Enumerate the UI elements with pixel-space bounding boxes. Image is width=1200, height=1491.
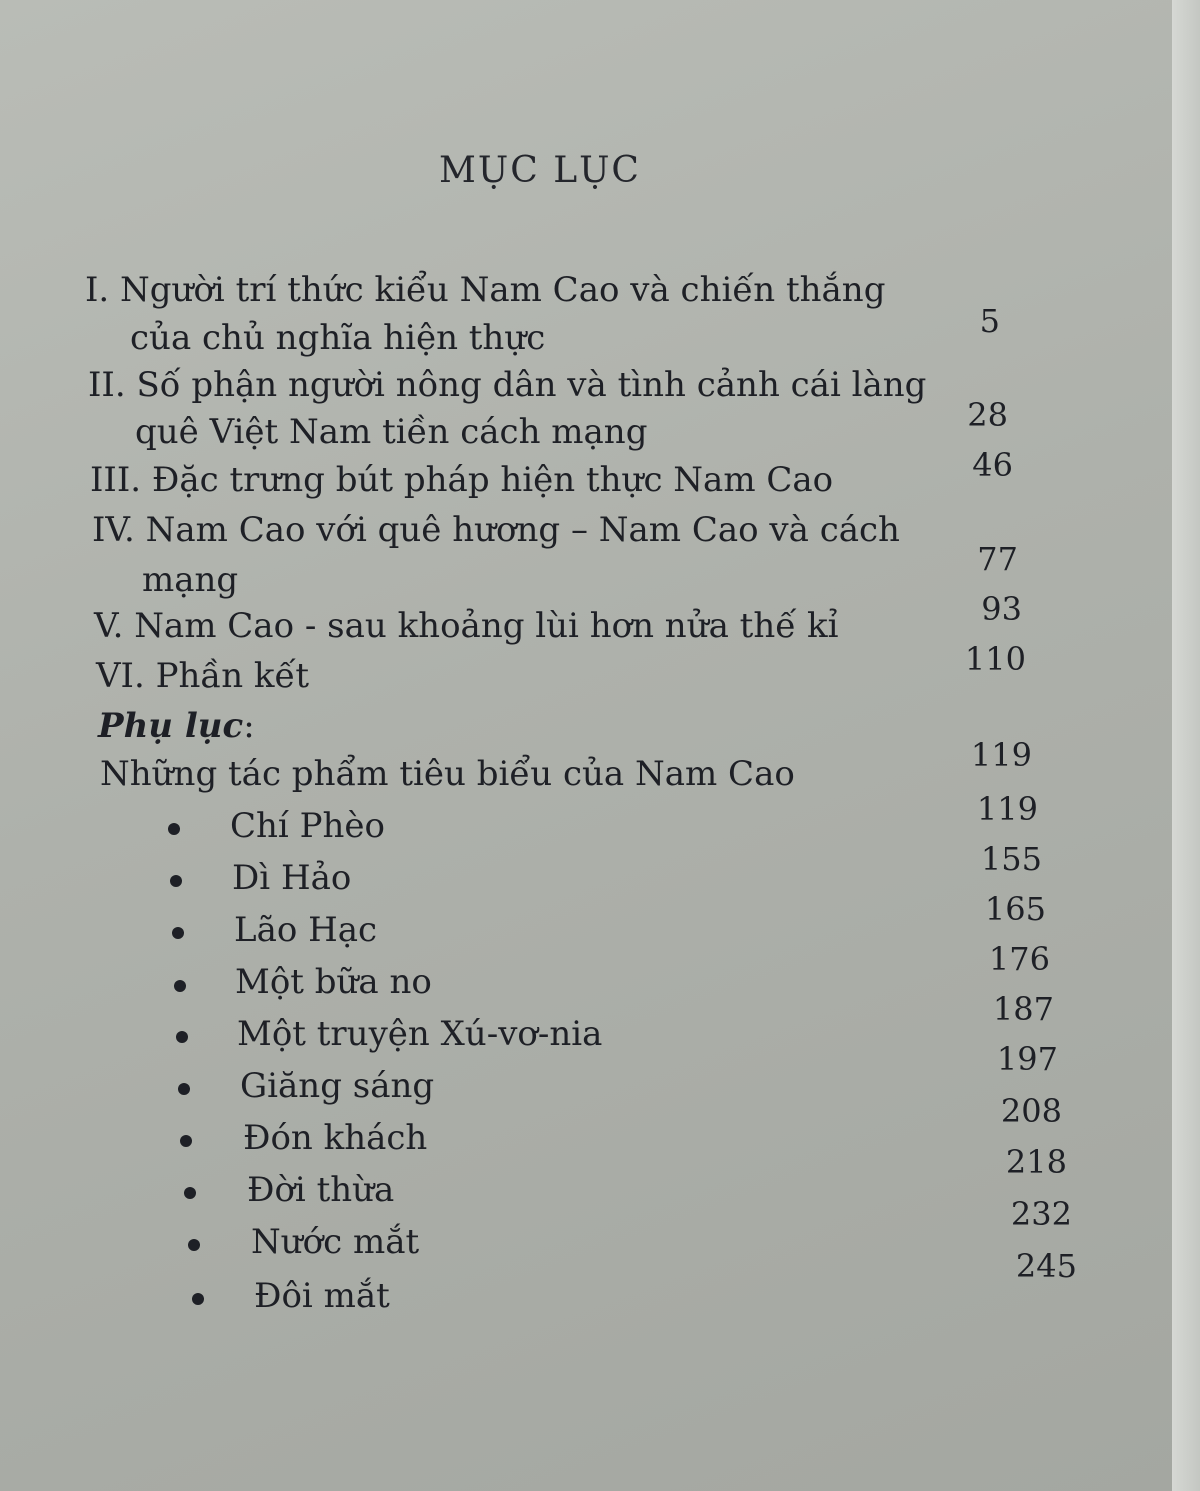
work-title: Giăng sáng	[240, 1066, 435, 1106]
appendix-heading-text: Phụ lục	[98, 706, 244, 746]
chapter-6-page: 110	[964, 640, 1026, 678]
work-title: Nước mắt	[251, 1222, 420, 1262]
work-page: 187	[992, 990, 1054, 1028]
chapter-4-line-2: mạng	[142, 560, 239, 600]
work-page: 245	[1015, 1247, 1077, 1285]
chapter-4-line-1: IV. Nam Cao với quê hương – Nam Cao và cách	[92, 510, 900, 550]
work-page: 232	[1010, 1195, 1072, 1233]
work-title: Một bữa no	[235, 962, 432, 1002]
bullet-icon	[192, 1293, 204, 1305]
works-title: Những tác phẩm tiêu biểu của Nam Cao	[100, 754, 795, 794]
chapter-4-page: 77	[977, 540, 1018, 578]
work-title: Đón khách	[243, 1118, 428, 1158]
work-page: 197	[996, 1040, 1058, 1078]
page-edge	[1172, 0, 1200, 1491]
work-page: 208	[1000, 1092, 1062, 1130]
work-title: Đời thừa	[247, 1170, 395, 1210]
appendix-colon: :	[243, 706, 255, 746]
chapter-5-page: 93	[981, 590, 1022, 628]
bullet-icon	[184, 1187, 196, 1199]
chapter-2-line-2: quê Việt Nam tiền cách mạng	[135, 412, 648, 452]
bullet-icon	[178, 1083, 190, 1095]
work-title: Lão Hạc	[234, 910, 378, 950]
work-page: 119	[976, 790, 1038, 828]
chapter-1-line-2: của chủ nghĩa hiện thực	[130, 318, 546, 358]
chapter-5-line-1: V. Nam Cao - sau khoảng lùi hơn nửa thế kỉ	[94, 606, 839, 646]
work-title: Đôi mắt	[254, 1276, 390, 1316]
bullet-icon	[188, 1239, 200, 1251]
chapter-1-page: 5	[979, 302, 1000, 340]
work-page: 165	[984, 890, 1046, 928]
works-page: 119	[970, 736, 1032, 774]
chapter-6-line-1: VI. Phần kết	[96, 656, 310, 696]
chapter-2-page: 28	[967, 396, 1008, 434]
work-page: 155	[980, 840, 1042, 878]
bullet-icon	[174, 980, 186, 992]
appendix-heading	[98, 706, 255, 746]
bullet-icon	[176, 1031, 188, 1043]
chapter-3-page: 46	[972, 446, 1013, 484]
chapter-1-line-1: I. Người trí thức kiểu Nam Cao và chiến thắng	[85, 270, 886, 310]
bullet-icon	[180, 1135, 192, 1147]
page-title: MỤC LỤC	[439, 150, 641, 191]
bullet-icon	[170, 875, 182, 887]
work-page: 176	[988, 940, 1050, 978]
work-title: Dì Hảo	[232, 858, 352, 898]
work-title: Chí Phèo	[230, 806, 385, 846]
chapter-3-line-1: III. Đặc trưng bút pháp hiện thực Nam Cao	[90, 460, 834, 500]
work-page: 218	[1005, 1143, 1067, 1181]
bullet-icon	[172, 927, 184, 939]
work-title: Một truyện Xú-vơ-nia	[237, 1014, 603, 1054]
bullet-icon	[168, 823, 180, 835]
chapter-2-line-1: II. Số phận người nông dân và tình cảnh cái làng	[88, 365, 927, 405]
